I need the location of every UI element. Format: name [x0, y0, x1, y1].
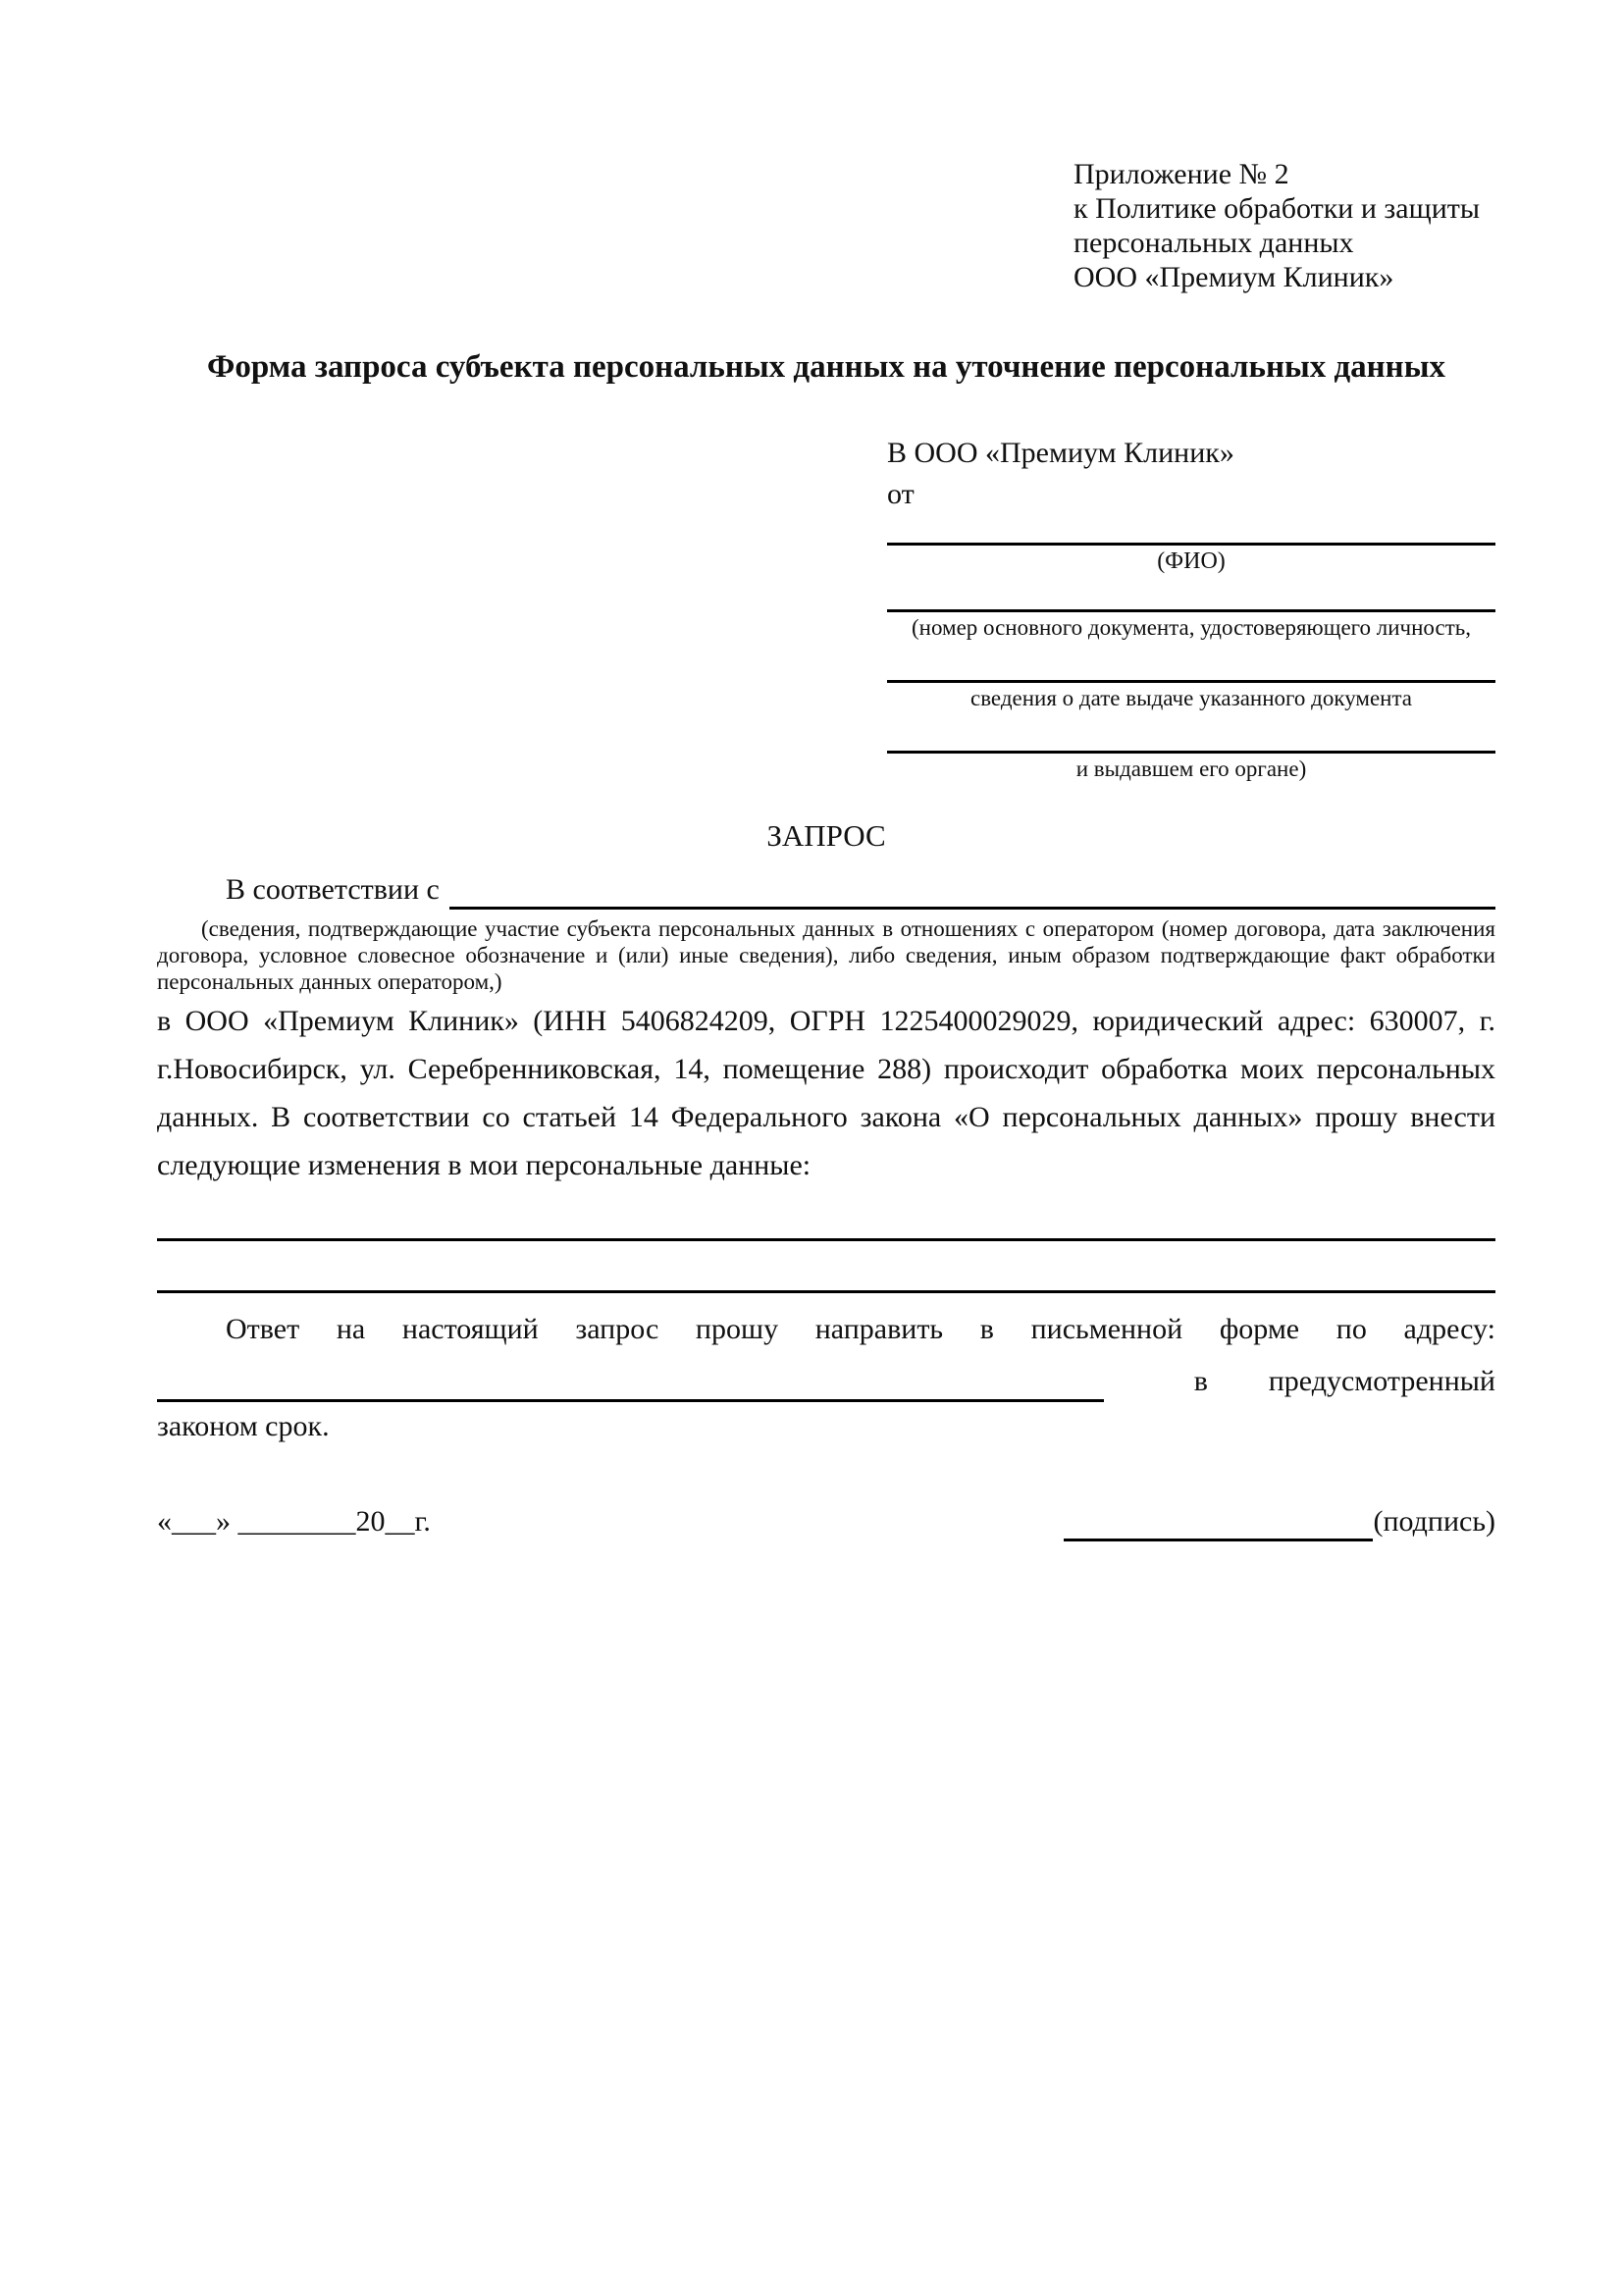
issuing-authority-caption: и выдавшем его органе) [1075, 757, 1307, 781]
issue-date-blank-line [887, 641, 1495, 683]
intro-row [157, 870, 1495, 910]
document-number-caption: (номер основного документа, удостоверяющего личность, [911, 615, 1471, 640]
annex-line: ООО «Премиум Клиник» [1073, 261, 1394, 293]
annex-reference-block [1073, 157, 1495, 294]
intro-blank-line [449, 873, 1495, 910]
address-blank-line [157, 1360, 1104, 1402]
footer-row [157, 1502, 1495, 1541]
signature-group [1064, 1502, 1495, 1541]
document-number-blank-line [887, 574, 1495, 612]
response-line3: законом срок. [157, 1410, 330, 1442]
signature-caption: (подпись) [1373, 1505, 1495, 1538]
issue-date-caption: сведения о дате выдаче указанного документа [969, 686, 1413, 710]
request-heading: ЗАПРОС [766, 818, 886, 853]
annex-line: Приложение № 2 [1073, 158, 1289, 190]
addressee-to: В ООО «Премиум Клиник» [887, 437, 1234, 469]
annex-line: персональных данных [1073, 227, 1354, 259]
annex-line: к Политике обработки и защиты [1073, 192, 1481, 225]
changes-blank-line [157, 1241, 1495, 1293]
response-word-in: в [1193, 1365, 1208, 1397]
body-paragraph: в ООО «Премиум Клиник» (ИНН 5406824209, ОГРН 1225400029029, юридический адрес: 630007, г. г.Новосибирск, ул. Серебренниковская, 14, помещение 288) происходит обработка моих персональных данных. В соответствии со статьей 14 Федерального закона «О персональных данных» прошу внести следующие изменения в мои персональные данные: [157, 1005, 1495, 1181]
date-line: «___» ________20__г. [157, 1505, 431, 1538]
addressee-block [887, 433, 1495, 782]
changes-blank-line [157, 1189, 1495, 1241]
fio-blank-line [887, 515, 1495, 546]
intro-label: В соответствии с [226, 873, 440, 906]
intro-caption: (сведения, подтверждающие участие субъекта персональных данных в отношениях с оператором (номер договора, дата заключения договора, условное словесное обозначение и (или) иные сведения), либо сведения, иным образом подтверждающие факт обработки персональных данных оператором,) [157, 916, 1495, 994]
addressee-from-label: от [887, 478, 915, 510]
signature-blank-line [1064, 1507, 1373, 1541]
response-line2 [157, 1353, 1495, 1402]
issuing-authority-blank-line [887, 711, 1495, 754]
document-title: Форма запроса субъекта персональных данных на уточнение персональных данных [207, 349, 1445, 385]
response-paragraph [157, 1305, 1495, 1451]
response-line1: Ответ на настоящий запрос прошу направить в письменной форме по адресу: [226, 1313, 1495, 1345]
fio-caption: (ФИО) [1157, 548, 1226, 574]
response-word-provided: предусмотренный [1268, 1365, 1495, 1397]
